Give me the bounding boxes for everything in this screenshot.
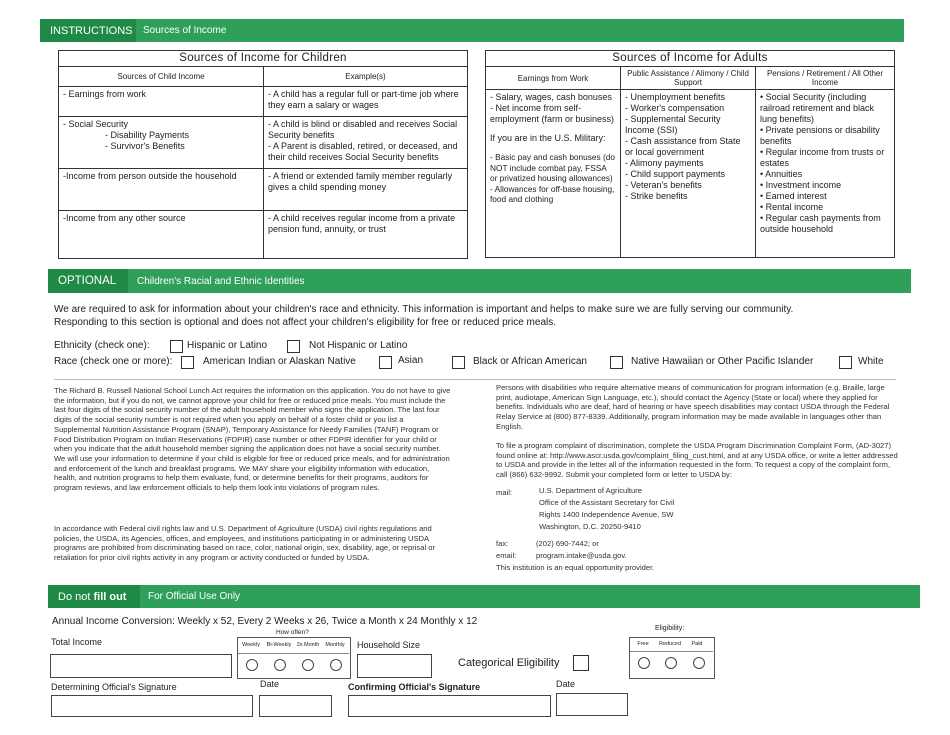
list-item: • Social Security (including railroad retirement and black lung benefits) — [760, 92, 875, 124]
household-size-label: Household Size — [357, 640, 421, 650]
total-income-input[interactable] — [50, 654, 232, 678]
freq-weekly-label: Weekly — [242, 642, 260, 648]
hispanic-label: Hispanic or Latino — [187, 340, 268, 351]
children-table-title: Sources of Income for Children — [59, 51, 468, 67]
table-cell: - A child has a regular full or part-time job where they earn a salary or wages — [264, 87, 468, 117]
table-cell — [59, 117, 264, 169]
determining-signature-input[interactable] — [51, 695, 253, 717]
list-item: • Earned interest — [760, 191, 827, 201]
not-hispanic-label: Not Hispanic or Latino — [309, 340, 408, 351]
adults-col2-header: Public Assistance / Alimony / Child Support — [621, 67, 756, 90]
fax-number: (202) 690-7442; or — [536, 539, 599, 548]
list-item: - Worker's compensation — [625, 103, 725, 113]
table-row — [59, 87, 468, 117]
race-label-white: White — [858, 356, 884, 367]
optional-tag: OPTIONAL — [48, 269, 128, 293]
nondiscrimination-statement: In accordance with Federal civil rights law and U.S. Department of Agriculture (USDA) civil rights regulations and policies, the USDA, its Agencies, offices, and employees, and institutions participating in or administering USDA programs are prohibited from discriminating based on race, color, national origin, sex, disability, age, or reprisal or retaliation for prior civil rights activity in any program or activity conducted or funded by USDA. — [54, 524, 435, 563]
elig-reduced-radio[interactable] — [665, 657, 677, 669]
list-item: • Regular cash payments from outside household — [760, 213, 881, 234]
list-item: - Unemployment benefits — [625, 92, 726, 102]
date-input-2[interactable] — [556, 693, 628, 716]
confirming-signature-input[interactable] — [348, 695, 551, 717]
list-item: - Net income from self-employment (farm or business) — [490, 103, 615, 124]
mail-line: Office of the Assistant Secretary for Civil — [539, 498, 675, 507]
race-checkbox-pacific-islander[interactable] — [610, 356, 623, 369]
race-checkbox-american-indian[interactable] — [181, 356, 194, 369]
elig-reduced-label: Reduced — [658, 641, 682, 647]
table-cell: -Income from any other source — [59, 211, 264, 259]
pensions-cell — [756, 90, 895, 258]
freq-biweekly-radio[interactable] — [274, 659, 286, 671]
race-checkbox-white[interactable] — [839, 356, 852, 369]
table-cell — [264, 117, 468, 169]
complaint-statement: To file a program complaint of discrimination, complete the USDA Program Discrimination Complaint Form, (AD-3027) found online at: http://www.ascr.usda.gov/complaint_filing_cust.html, and at any USDA office, or write a letter addressed to USDA and provide in the letter all of the information requested in the form. To request a copy of the complaint form, call (866) 632-9992. Submit your completed form or letter to USDA by: — [496, 441, 898, 480]
instructions-subtitle: Sources of Income — [143, 25, 227, 36]
table-row — [486, 90, 895, 258]
race-label-asian: Asian — [398, 355, 424, 366]
privacy-act-statement: The Richard B. Russell National School Lunch Act requires the information on this application. You do not have to give the information, but if you do not, we cannot approve your child for free or reduced price meals. You must include the last four digits of the social security number of the adult household member who signs the application. The last four digits of the social security number is not required when you apply on behalf of a foster child or you list a Supplemental Nutrition Assistance Program (SNAP), Temporary Assistance for Needy Families (TANF) Program or Food Distribution Program on Indian Reservations (FDPIR) case number or other FDPIR identifier for your child or when you indicate that the adult household member signing the application does not have a social security number. We will use your information to determine if your child is eligible for free or reduced price meals, and for administration and enforcement of the lunch and breakfast programs. We MAY share your eligibility information with education, health, and nutrition programs to help them evaluate, fund, or determine benefits for their programs, auditors for program reviews, and law enforcement officials to help them look into violations of program rules. — [54, 386, 451, 493]
list-item: - Supplemental Security Income (SSI) — [625, 114, 721, 135]
hispanic-checkbox[interactable] — [170, 340, 183, 353]
official-tag-text: Do not — [58, 590, 94, 603]
optional-intro-2: Responding to this section is optional and does not affect your children's eligibility for free or reduced price meals. — [54, 317, 557, 328]
table-row — [59, 211, 468, 259]
fax-label: fax: — [496, 539, 509, 548]
determining-signature-label: Determining Official's Signature — [51, 682, 177, 692]
categorical-eligibility-label: Categorical Eligibility — [458, 657, 560, 669]
disabilities-statement: Persons with disabilities who require alternative means of communication for program information (e.g. Braille, large print, audiotape, American Sign Language, etc.), should contact the Agency (State or local) where they applied for benefits. Individuals who are deaf, hard of hearing or have speech disabilities may contact USDA through the Federal Relay Service at (800) 877-8339. Additionally, program information may be made available in languages other than English. — [496, 383, 890, 431]
table-cell: - A child receives regular income from a private pension fund, annuity, or trust — [264, 211, 468, 259]
list-item: • Regular income from trusts or estates — [760, 147, 885, 168]
email-label: email: — [496, 551, 517, 560]
adults-table-title: Sources of Income for Adults — [486, 51, 895, 67]
list-item: - Salary, wages, cash bonuses — [490, 92, 612, 102]
eligibility-divider — [630, 651, 713, 652]
list-item: - Cash assistance from State or local government — [625, 136, 741, 157]
assistance-cell — [621, 90, 756, 258]
cell-text: - A Parent is disabled, retired, or deceased, and their child receives Social Security benefits — [268, 141, 458, 162]
children-col2-header: Example(s) — [264, 67, 468, 87]
income-conversion: Annual Income Conversion: Weekly x 52, Every 2 Weeks x 26, Twice a Month x 24 Monthly x 12 — [52, 616, 478, 627]
list-item: • Rental income — [760, 202, 824, 212]
list-item: • Annuities — [760, 169, 803, 179]
confirming-signature-label: Confirming Official's Signature — [348, 682, 481, 692]
instructions-tag: INSTRUCTIONS — [40, 19, 136, 42]
instructions-bar — [40, 19, 904, 42]
equal-opportunity: This institution is an equal opportunity provider. — [496, 563, 655, 572]
table-cell: - Earnings from work — [59, 87, 264, 117]
list-item: If you are in the U.S. Military: — [490, 133, 606, 143]
adults-col3-header: Pensions / Retirement / All Other Income — [756, 67, 895, 90]
official-subtitle: For Official Use Only — [148, 591, 241, 602]
race-label-black: Black or African American — [473, 356, 587, 367]
list-item: - Basic pay and cash bonuses (do NOT include combat pay, FSSA or privatized housing allowances) — [490, 152, 615, 183]
mail-line: Rights 1400 Independence Avenue, SW — [539, 510, 674, 519]
list-item: - Allowances for off-base housing, food and clothing — [490, 183, 615, 204]
race-label-pacific-islander: Native Hawaiian or Other Pacific Islander — [631, 356, 814, 367]
household-size-input[interactable] — [357, 654, 432, 678]
mail-line: Washington, D.C. 20250-9410 — [539, 522, 641, 531]
elig-free-radio[interactable] — [638, 657, 650, 669]
freq-2xmonth-label: 2x Month — [296, 642, 320, 648]
eligibility-label: Eligibility: — [655, 625, 685, 632]
race-label-american-indian: American Indian or Alaskan Native — [203, 356, 356, 367]
cell-text: - Disability Payments — [105, 130, 190, 140]
ethnicity-label: Ethnicity (check one): — [54, 340, 150, 351]
freq-monthly-radio[interactable] — [330, 659, 342, 671]
cell-text: - Social Security — [63, 119, 129, 129]
cell-text: - Survivor's Benefits — [105, 141, 185, 151]
list-item: - Alimony payments — [625, 158, 704, 168]
freq-monthly-label: Monthly — [325, 642, 345, 648]
elig-paid-label: Paid — [691, 641, 703, 647]
optional-bar — [48, 269, 911, 293]
table-cell: -Income from person outside the household — [59, 169, 264, 211]
list-item: - Veteran's benefits — [625, 180, 702, 190]
email-address: program.intake@usda.gov. — [536, 551, 627, 560]
table-row — [59, 169, 468, 211]
mail-label: mail: — [496, 488, 513, 497]
cell-text: - A child is blind or disabled and receives Social Security benefits — [268, 119, 458, 140]
elig-free-label: Free — [637, 641, 649, 647]
list-item: • Private pensions or disability benefits — [760, 125, 880, 146]
adults-col1-header: Earnings from Work — [486, 67, 621, 90]
divider — [54, 379, 896, 380]
official-tag-bold: fill out — [93, 590, 127, 603]
optional-intro-1: We are required to ask for information about your children's race and ethnicity. This information is important and helps to make sure we are fully serving our community. — [54, 304, 794, 315]
list-item: - Child support payments — [625, 169, 726, 179]
not-hispanic-checkbox[interactable] — [287, 340, 300, 353]
date-label-2: Date — [556, 679, 576, 689]
list-item: - Strike benefits — [625, 191, 688, 201]
how-often-label: How often? — [276, 629, 309, 636]
categorical-eligibility-checkbox[interactable] — [573, 655, 589, 671]
race-label: Race (check one or more): — [54, 356, 173, 367]
freq-biweekly-label: Bi-Weekly — [266, 642, 292, 648]
mail-line: U.S. Department of Agriculture — [539, 486, 642, 495]
children-col1-header: Sources of Child Income — [59, 67, 264, 87]
list-item: • Investment income — [760, 180, 842, 190]
total-income-label: Total Income — [51, 637, 103, 647]
race-checkbox-asian[interactable] — [379, 356, 392, 369]
official-tag — [48, 585, 140, 608]
children-income-table — [58, 50, 468, 259]
table-cell: - A friend or extended family member regularly gives a child spending money — [264, 169, 468, 211]
race-checkbox-black[interactable] — [452, 356, 465, 369]
official-use-bar — [48, 585, 920, 608]
table-row — [59, 117, 468, 169]
adults-income-table — [485, 50, 895, 258]
freq-weekly-radio[interactable] — [246, 659, 258, 671]
freq-2xmonth-radio[interactable] — [302, 659, 314, 671]
date-label-1: Date — [260, 679, 280, 689]
work-cell — [486, 90, 621, 258]
elig-paid-radio[interactable] — [693, 657, 705, 669]
date-input-1[interactable] — [259, 695, 332, 717]
frequency-divider — [238, 653, 349, 654]
optional-subtitle: Children's Racial and Ethnic Identities — [137, 275, 305, 287]
